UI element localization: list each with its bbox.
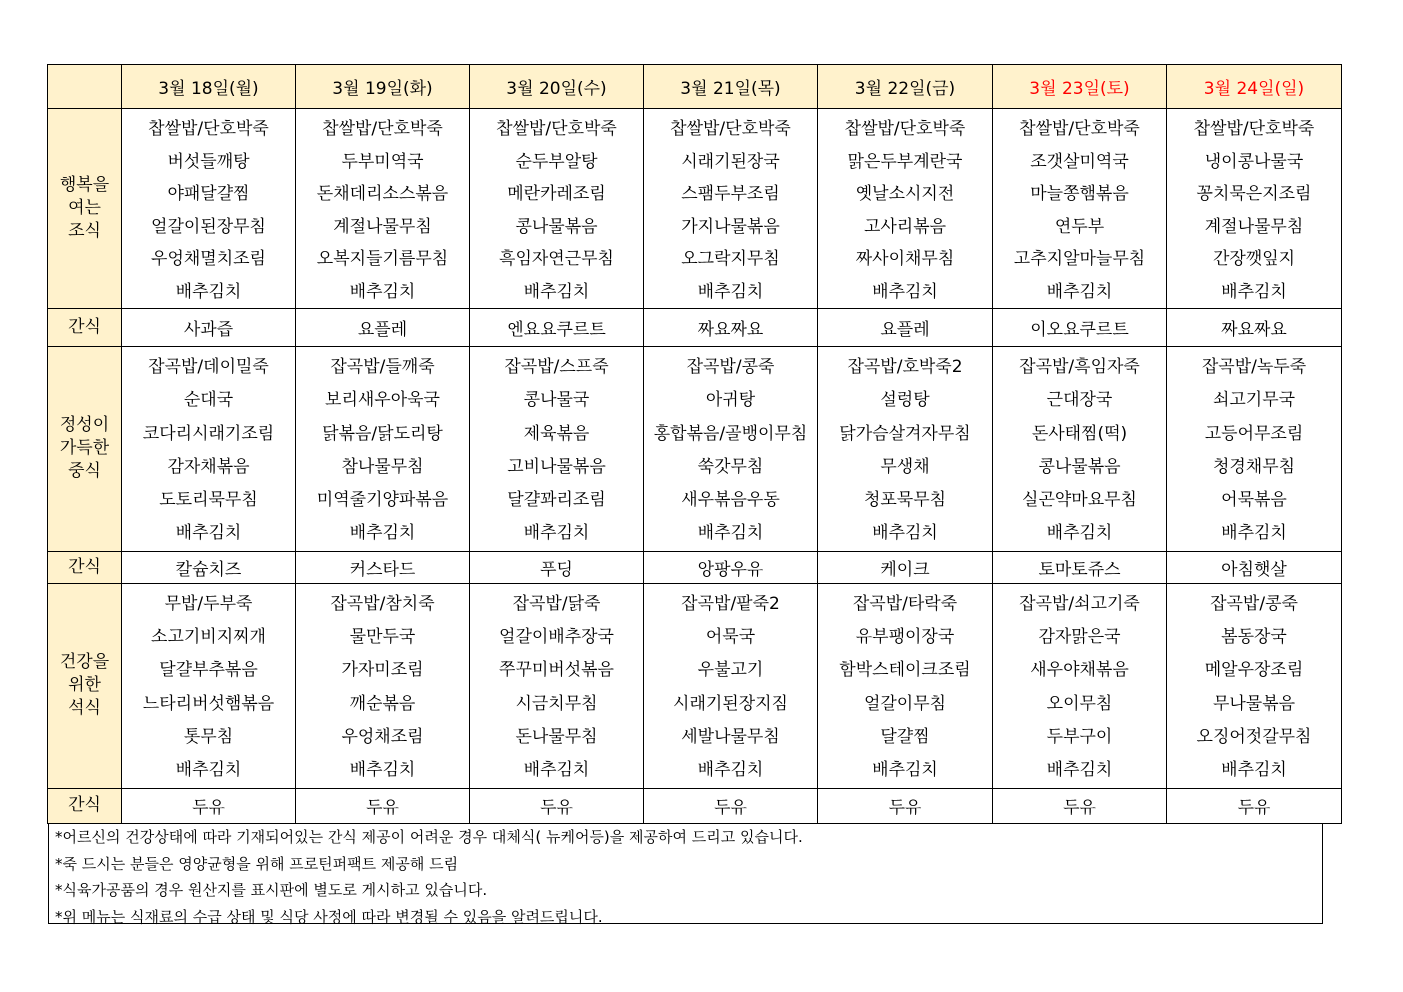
snack-cell: 짜요짜요 <box>1167 309 1342 347</box>
dinner-cell <box>818 583 993 788</box>
snack-cell: 사과즙 <box>122 309 296 347</box>
menu-item: 깨순볶음 <box>349 693 416 714</box>
lunch-cell <box>470 347 644 552</box>
menu-item: 배추김치 <box>697 760 764 781</box>
menu-item: 쭈꾸미버섯볶음 <box>499 660 614 681</box>
row-label-line: 여는 <box>68 198 101 218</box>
snack3-row <box>48 788 1342 823</box>
snack-cell: 짜요짜요 <box>644 309 818 347</box>
menu-item: 닭가슴살겨자무침 <box>839 423 971 444</box>
menu-item: 우엉채조림 <box>341 726 424 747</box>
menu-item: 느타리버섯햄볶음 <box>142 693 275 714</box>
menu-item: 감자채볶음 <box>167 456 250 477</box>
day-header: 3월 20일(수) <box>470 65 644 109</box>
menu-item: 배추김치 <box>697 523 764 544</box>
day-header: 3월 18일(월) <box>122 65 296 109</box>
menu-item: 잡곡밥/콩죽 <box>686 357 775 377</box>
dinner-cell <box>993 583 1167 788</box>
breakfast-cell <box>644 109 818 309</box>
menu-item: 잡곡밥/닭죽 <box>512 593 601 614</box>
menu-item: 배추김치 <box>1046 281 1113 302</box>
menu-item: 시래기된장국 <box>681 151 780 172</box>
snack-label: 간식 <box>48 551 122 583</box>
menu-item: 아귀탕 <box>705 390 756 411</box>
menu-item: 잡곡밥/흑임자죽 <box>1019 357 1140 377</box>
breakfast-row <box>48 109 1342 309</box>
header-corner-cell <box>48 65 122 109</box>
menu-item: 찹쌀밥/단호박죽 <box>844 119 966 139</box>
menu-item: 흑임자연근무침 <box>499 249 614 269</box>
menu-item: 야패달걀찜 <box>167 184 250 204</box>
menu-list <box>1167 584 1341 788</box>
dinner-cell <box>470 583 644 788</box>
menu-item: 잡곡밥/들깨죽 <box>330 357 435 377</box>
menu-item: 배추김치 <box>349 523 416 544</box>
menu-item: 새우야채볶음 <box>1030 660 1129 681</box>
breakfast-cell <box>1167 109 1342 309</box>
lunch-cell <box>818 347 993 552</box>
menu-list <box>644 347 817 551</box>
menu-item: 배추김치 <box>175 523 242 544</box>
day-header: 3월 19일(화) <box>296 65 470 109</box>
menu-item: 잡곡밥/데이밀죽 <box>148 357 269 377</box>
row-label-line: 행복을 <box>59 175 110 195</box>
snack-cell: 토마토쥬스 <box>993 551 1167 583</box>
menu-item: 돈사태찜(떡) <box>1031 423 1128 444</box>
menu-item: 배추김치 <box>1221 760 1287 781</box>
lunch-cell <box>1167 347 1342 552</box>
snack-cell: 칼슘치즈 <box>122 551 296 583</box>
lunch-label <box>48 347 122 552</box>
menu-item: 스팸두부조림 <box>681 184 780 204</box>
menu-list <box>993 584 1166 788</box>
menu-list <box>644 584 817 788</box>
menu-item: 가자미조림 <box>341 660 424 681</box>
menu-item: 잡곡밥/콩죽 <box>1210 593 1298 614</box>
breakfast-label <box>48 109 122 309</box>
menu-list <box>122 347 295 551</box>
menu-item: 계절나물무침 <box>333 216 432 237</box>
menu-list <box>296 109 469 308</box>
menu-item: 연두부 <box>1054 216 1105 237</box>
menu-item: 계절나물무침 <box>1204 216 1304 237</box>
dinner-cell <box>122 583 296 788</box>
menu-item: 배추김치 <box>523 523 590 544</box>
menu-item: 우불고기 <box>697 660 764 681</box>
menu-item: 배추김치 <box>1046 760 1113 781</box>
menu-list <box>470 584 643 788</box>
menu-item: 잡곡밥/녹두죽 <box>1201 357 1307 377</box>
snack-cell: 엔요요쿠르트 <box>470 309 644 347</box>
menu-item: 오복지들기름무침 <box>316 249 449 269</box>
lunch-cell <box>122 347 296 552</box>
notes-box <box>48 823 1323 924</box>
menu-item: 실곤약마요무침 <box>1022 490 1137 511</box>
row-label-line: 조식 <box>68 221 101 241</box>
menu-list <box>296 347 469 551</box>
snack-cell: 푸딩 <box>470 551 644 583</box>
menu-item: 순두부알탕 <box>515 151 598 172</box>
menu-list <box>122 584 295 788</box>
menu-item: 버섯들깨탕 <box>167 151 250 172</box>
menu-item: 콩나물볶음 <box>515 216 598 237</box>
menu-item: 잡곡밥/참치죽 <box>330 593 435 614</box>
menu-item: 소고기비지찌개 <box>151 627 266 648</box>
menu-item: 배추김치 <box>872 523 938 544</box>
lunch-cell <box>644 347 818 552</box>
snack-cell: 두유 <box>1167 788 1342 823</box>
menu-item: 배추김치 <box>175 760 242 781</box>
menu-item: 배추김치 <box>872 281 938 302</box>
menu-list <box>470 109 643 308</box>
menu-list <box>993 347 1166 551</box>
day-header: 3월 21일(목) <box>644 65 818 109</box>
snack-label: 간식 <box>48 309 122 347</box>
menu-item: 함박스테이크조림 <box>839 660 971 681</box>
menu-item: 달걀꽈리조림 <box>507 490 606 511</box>
menu-item: 두부미역국 <box>341 151 424 172</box>
menu-item: 고비나물볶음 <box>507 456 606 477</box>
menu-item: 얼갈이무침 <box>863 693 947 714</box>
menu-item: 어묵볶음 <box>1221 490 1287 511</box>
note-line: *위 메뉴는 식재료의 수급 상태 및 식당 사정에 따라 변경될 수 있음을 알려드립니다. <box>55 907 603 926</box>
menu-item: 보리새우아욱국 <box>325 390 440 411</box>
menu-item: 가지나물볶음 <box>681 216 780 237</box>
menu-list <box>993 109 1166 308</box>
menu-item: 얼갈이된장무침 <box>151 216 266 237</box>
menu-item: 찹쌀밥/단호박죽 <box>670 119 791 139</box>
menu-list <box>644 109 817 308</box>
menu-item: 미역줄기양파볶음 <box>316 490 449 511</box>
menu-item: 닭볶음/닭도리탕 <box>322 423 443 444</box>
snack2-row <box>48 551 1342 583</box>
menu-item: 고등어무조림 <box>1204 423 1304 444</box>
menu-list <box>470 347 643 551</box>
menu-item: 참나물무침 <box>341 456 424 477</box>
menu-item: 무생채 <box>880 456 930 477</box>
menu-item: 세발나물무침 <box>681 726 780 747</box>
menu-item: 배추김치 <box>1221 281 1287 302</box>
menu-item: 옛날소시지전 <box>855 184 955 204</box>
menu-item: 오이무침 <box>1046 693 1113 714</box>
snack-cell: 두유 <box>993 788 1167 823</box>
menu-item: 시래기된장지짐 <box>673 693 788 714</box>
menu-item: 메란카레조림 <box>507 184 606 204</box>
menu-item: 무밥/두부죽 <box>164 593 253 614</box>
menu-list <box>818 347 992 551</box>
menu-item: 잡곡밥/타락죽 <box>852 593 958 614</box>
menu-item: 마늘쫑햄볶음 <box>1030 184 1129 204</box>
menu-item: 쇠고기무국 <box>1212 390 1296 411</box>
menu-item: 찹쌀밥/단호박죽 <box>1019 119 1140 139</box>
menu-item: 맑은두부계란국 <box>847 151 963 172</box>
menu-item: 오징어젓갈무침 <box>1196 726 1312 747</box>
menu-item: 콩나물국 <box>523 390 590 411</box>
row-label-line: 석식 <box>68 698 101 719</box>
menu-item: 유부팽이장국 <box>855 627 955 648</box>
menu-item: 배추김치 <box>523 281 590 302</box>
dinner-cell <box>296 583 470 788</box>
dinner-cell <box>644 583 818 788</box>
weekly-menu-table <box>47 64 1342 824</box>
menu-item: 배추김치 <box>175 281 242 302</box>
menu-item: 간장깻잎지 <box>1212 249 1296 269</box>
note-line: *죽 드시는 분들은 영양균형을 위해 프로틴퍼팩트 제공해 드림 <box>55 854 459 873</box>
row-label-line: 위한 <box>68 675 101 696</box>
menu-item: 배추김치 <box>872 760 938 781</box>
row-label-line: 가득한 <box>59 438 110 459</box>
menu-item: 근대장국 <box>1046 390 1113 411</box>
menu-item: 우엉채멸치조림 <box>151 249 266 269</box>
day-header: 3월 22일(금) <box>818 65 993 109</box>
menu-item: 물만두국 <box>349 627 416 648</box>
note-line: *식육가공품의 경우 원산지를 표시판에 별도로 게시하고 있습니다. <box>55 881 488 899</box>
menu-list <box>122 109 295 308</box>
menu-item: 달걀찜 <box>880 726 930 747</box>
snack-cell: 케이크 <box>818 551 993 583</box>
menu-item: 감자맑은국 <box>1038 627 1121 648</box>
menu-item: 순대국 <box>183 390 234 411</box>
lunch-cell <box>993 347 1167 552</box>
snack-cell: 이오요쿠르트 <box>993 309 1167 347</box>
menu-item: 어묵국 <box>705 627 756 648</box>
breakfast-cell <box>296 109 470 309</box>
menu-list <box>818 109 992 308</box>
menu-item: 잡곡밥/팥죽2 <box>681 593 780 614</box>
menu-item: 톳무침 <box>183 726 234 747</box>
menu-item: 배추김치 <box>349 281 416 302</box>
menu-item: 달걀부추볶음 <box>159 660 258 681</box>
menu-item: 도토리묵무침 <box>159 490 258 511</box>
breakfast-cell <box>122 109 296 309</box>
menu-item: 짜사이채무침 <box>855 249 955 269</box>
note-line: *어르신의 건강상태에 따라 기재되어있는 간식 제공이 어려운 경우 대체식( 뉴케어등)을 제공하여 드리고 있습니다. <box>55 828 803 846</box>
snack-cell: 요플레 <box>818 309 993 347</box>
menu-item: 고추지알마늘무침 <box>1013 249 1146 269</box>
menu-item: 홍합볶음/골뱅이무침 <box>653 423 808 444</box>
menu-item: 배추김치 <box>1046 523 1113 544</box>
dinner-cell <box>1167 583 1342 788</box>
menu-item: 배추김치 <box>697 281 764 302</box>
menu-item: 잡곡밥/스프죽 <box>504 357 609 377</box>
menu-item: 배추김치 <box>349 760 416 781</box>
snack-cell: 앙팡우유 <box>644 551 818 583</box>
breakfast-cell <box>993 109 1167 309</box>
menu-item: 메알우장조림 <box>1204 660 1304 681</box>
menu-item: 오그락지무침 <box>681 249 780 269</box>
breakfast-cell <box>818 109 993 309</box>
menu-item: 조갯살미역국 <box>1030 151 1129 172</box>
menu-item: 돈채데리소스볶음 <box>316 184 449 204</box>
menu-item: 배추김치 <box>523 760 590 781</box>
snack-cell: 아침햇살 <box>1167 551 1342 583</box>
menu-item: 돈나물무침 <box>515 726 598 747</box>
menu-item: 설렁탕 <box>880 390 930 411</box>
menu-item: 잡곡밥/호박죽2 <box>847 357 963 377</box>
menu-item: 잡곡밥/쇠고기죽 <box>1019 593 1140 614</box>
menu-item: 시금치무침 <box>515 693 598 714</box>
snack-cell: 커스타드 <box>296 551 470 583</box>
snack-cell: 두유 <box>644 788 818 823</box>
row-label-line: 건강을 <box>59 652 110 673</box>
menu-item: 코다리시래기조림 <box>142 423 275 444</box>
menu-item: 찹쌀밥/단호박죽 <box>496 119 617 139</box>
menu-list <box>1167 109 1341 308</box>
menu-item: 제육볶음 <box>523 423 590 444</box>
dinner-row <box>48 583 1342 788</box>
snack-cell: 두유 <box>470 788 644 823</box>
menu-item: 꽁치묵은지조림 <box>1196 184 1312 204</box>
menu-item: 찹쌀밥/단호박죽 <box>322 119 443 139</box>
menu-item: 찹쌀밥/단호박죽 <box>148 119 269 139</box>
breakfast-cell <box>470 109 644 309</box>
row-label-line: 정성이 <box>59 415 110 436</box>
menu-item: 고사리볶음 <box>863 216 947 237</box>
snack-cell: 두유 <box>296 788 470 823</box>
snack1-row <box>48 309 1342 347</box>
lunch-cell <box>296 347 470 552</box>
menu-item: 콩나물볶음 <box>1038 456 1121 477</box>
day-header: 3월 23일(토) <box>993 65 1167 109</box>
menu-item: 봄동장국 <box>1221 627 1287 648</box>
menu-item: 청경채무침 <box>1212 456 1296 477</box>
day-header: 3월 24일(일) <box>1167 65 1342 109</box>
menu-item: 냉이콩나물국 <box>1204 151 1304 172</box>
menu-item: 배추김치 <box>1221 523 1287 544</box>
menu-item: 무나물볶음 <box>1212 693 1296 714</box>
menu-list <box>296 584 469 788</box>
snack-cell: 두유 <box>122 788 296 823</box>
dinner-label <box>48 583 122 788</box>
lunch-row <box>48 347 1342 552</box>
snack-cell: 요플레 <box>296 309 470 347</box>
menu-list <box>1167 347 1341 551</box>
snack-cell: 두유 <box>818 788 993 823</box>
menu-item: 청포묵무침 <box>863 490 947 511</box>
menu-item: 새우볶음우동 <box>681 490 780 511</box>
menu-item: 쑥갓무침 <box>697 456 764 477</box>
menu-item: 두부구이 <box>1046 726 1113 747</box>
menu-item: 찹쌀밥/단호박죽 <box>1193 119 1315 139</box>
row-label-line: 중식 <box>68 461 101 482</box>
snack-label: 간식 <box>48 788 122 823</box>
menu-list <box>818 584 992 788</box>
menu-item: 얼갈이배추장국 <box>499 627 614 648</box>
